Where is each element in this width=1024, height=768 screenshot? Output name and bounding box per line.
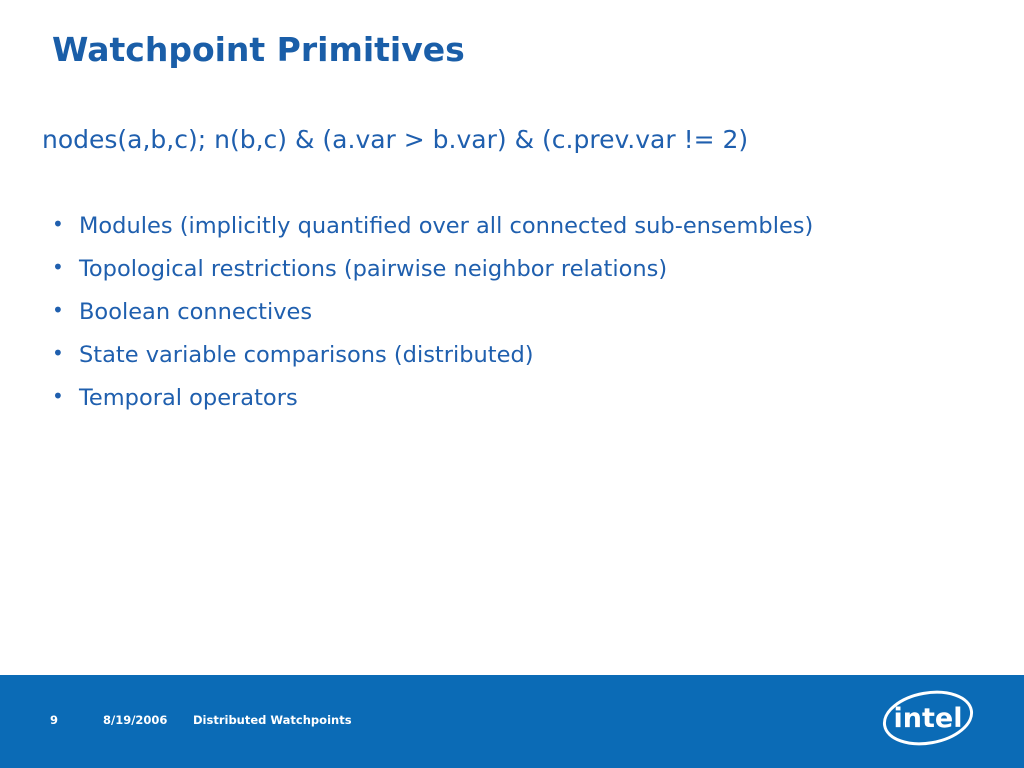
page-number: 9 <box>50 713 59 727</box>
logo-text: intel <box>893 703 963 734</box>
slide-footer <box>0 675 1024 768</box>
bullet-item <box>52 208 813 251</box>
bullet-text: Modules (implicitly quantified over all connected sub-ensembles) <box>79 213 814 239</box>
bullet-icon: • <box>52 255 64 279</box>
bullet-text: Topological restrictions (pairwise neighbor relations) <box>79 256 668 282</box>
bullet-list <box>52 208 813 423</box>
watchpoint-formula: nodes(a,b,c); n(b,c) & (a.var > b.var) & (c.prev.var != 2) <box>42 125 749 154</box>
presentation-title: Distributed Watchpoints <box>193 713 352 727</box>
slide-title: Watchpoint Primitives <box>52 30 465 69</box>
bullet-text: Temporal operators <box>79 385 298 411</box>
bullet-icon: • <box>52 298 64 322</box>
bullet-icon: • <box>52 212 64 236</box>
bullet-item <box>52 251 813 294</box>
bullet-item <box>52 380 813 423</box>
intel-logo-icon <box>880 685 978 749</box>
footer-date: 8/19/2006 <box>103 713 168 727</box>
bullet-icon: • <box>52 384 64 408</box>
bullet-item <box>52 294 813 337</box>
bullet-icon: • <box>52 341 64 365</box>
bullet-text: Boolean connectives <box>79 299 313 325</box>
bullet-item <box>52 337 813 380</box>
bullet-text: State variable comparisons (distributed) <box>79 342 534 368</box>
